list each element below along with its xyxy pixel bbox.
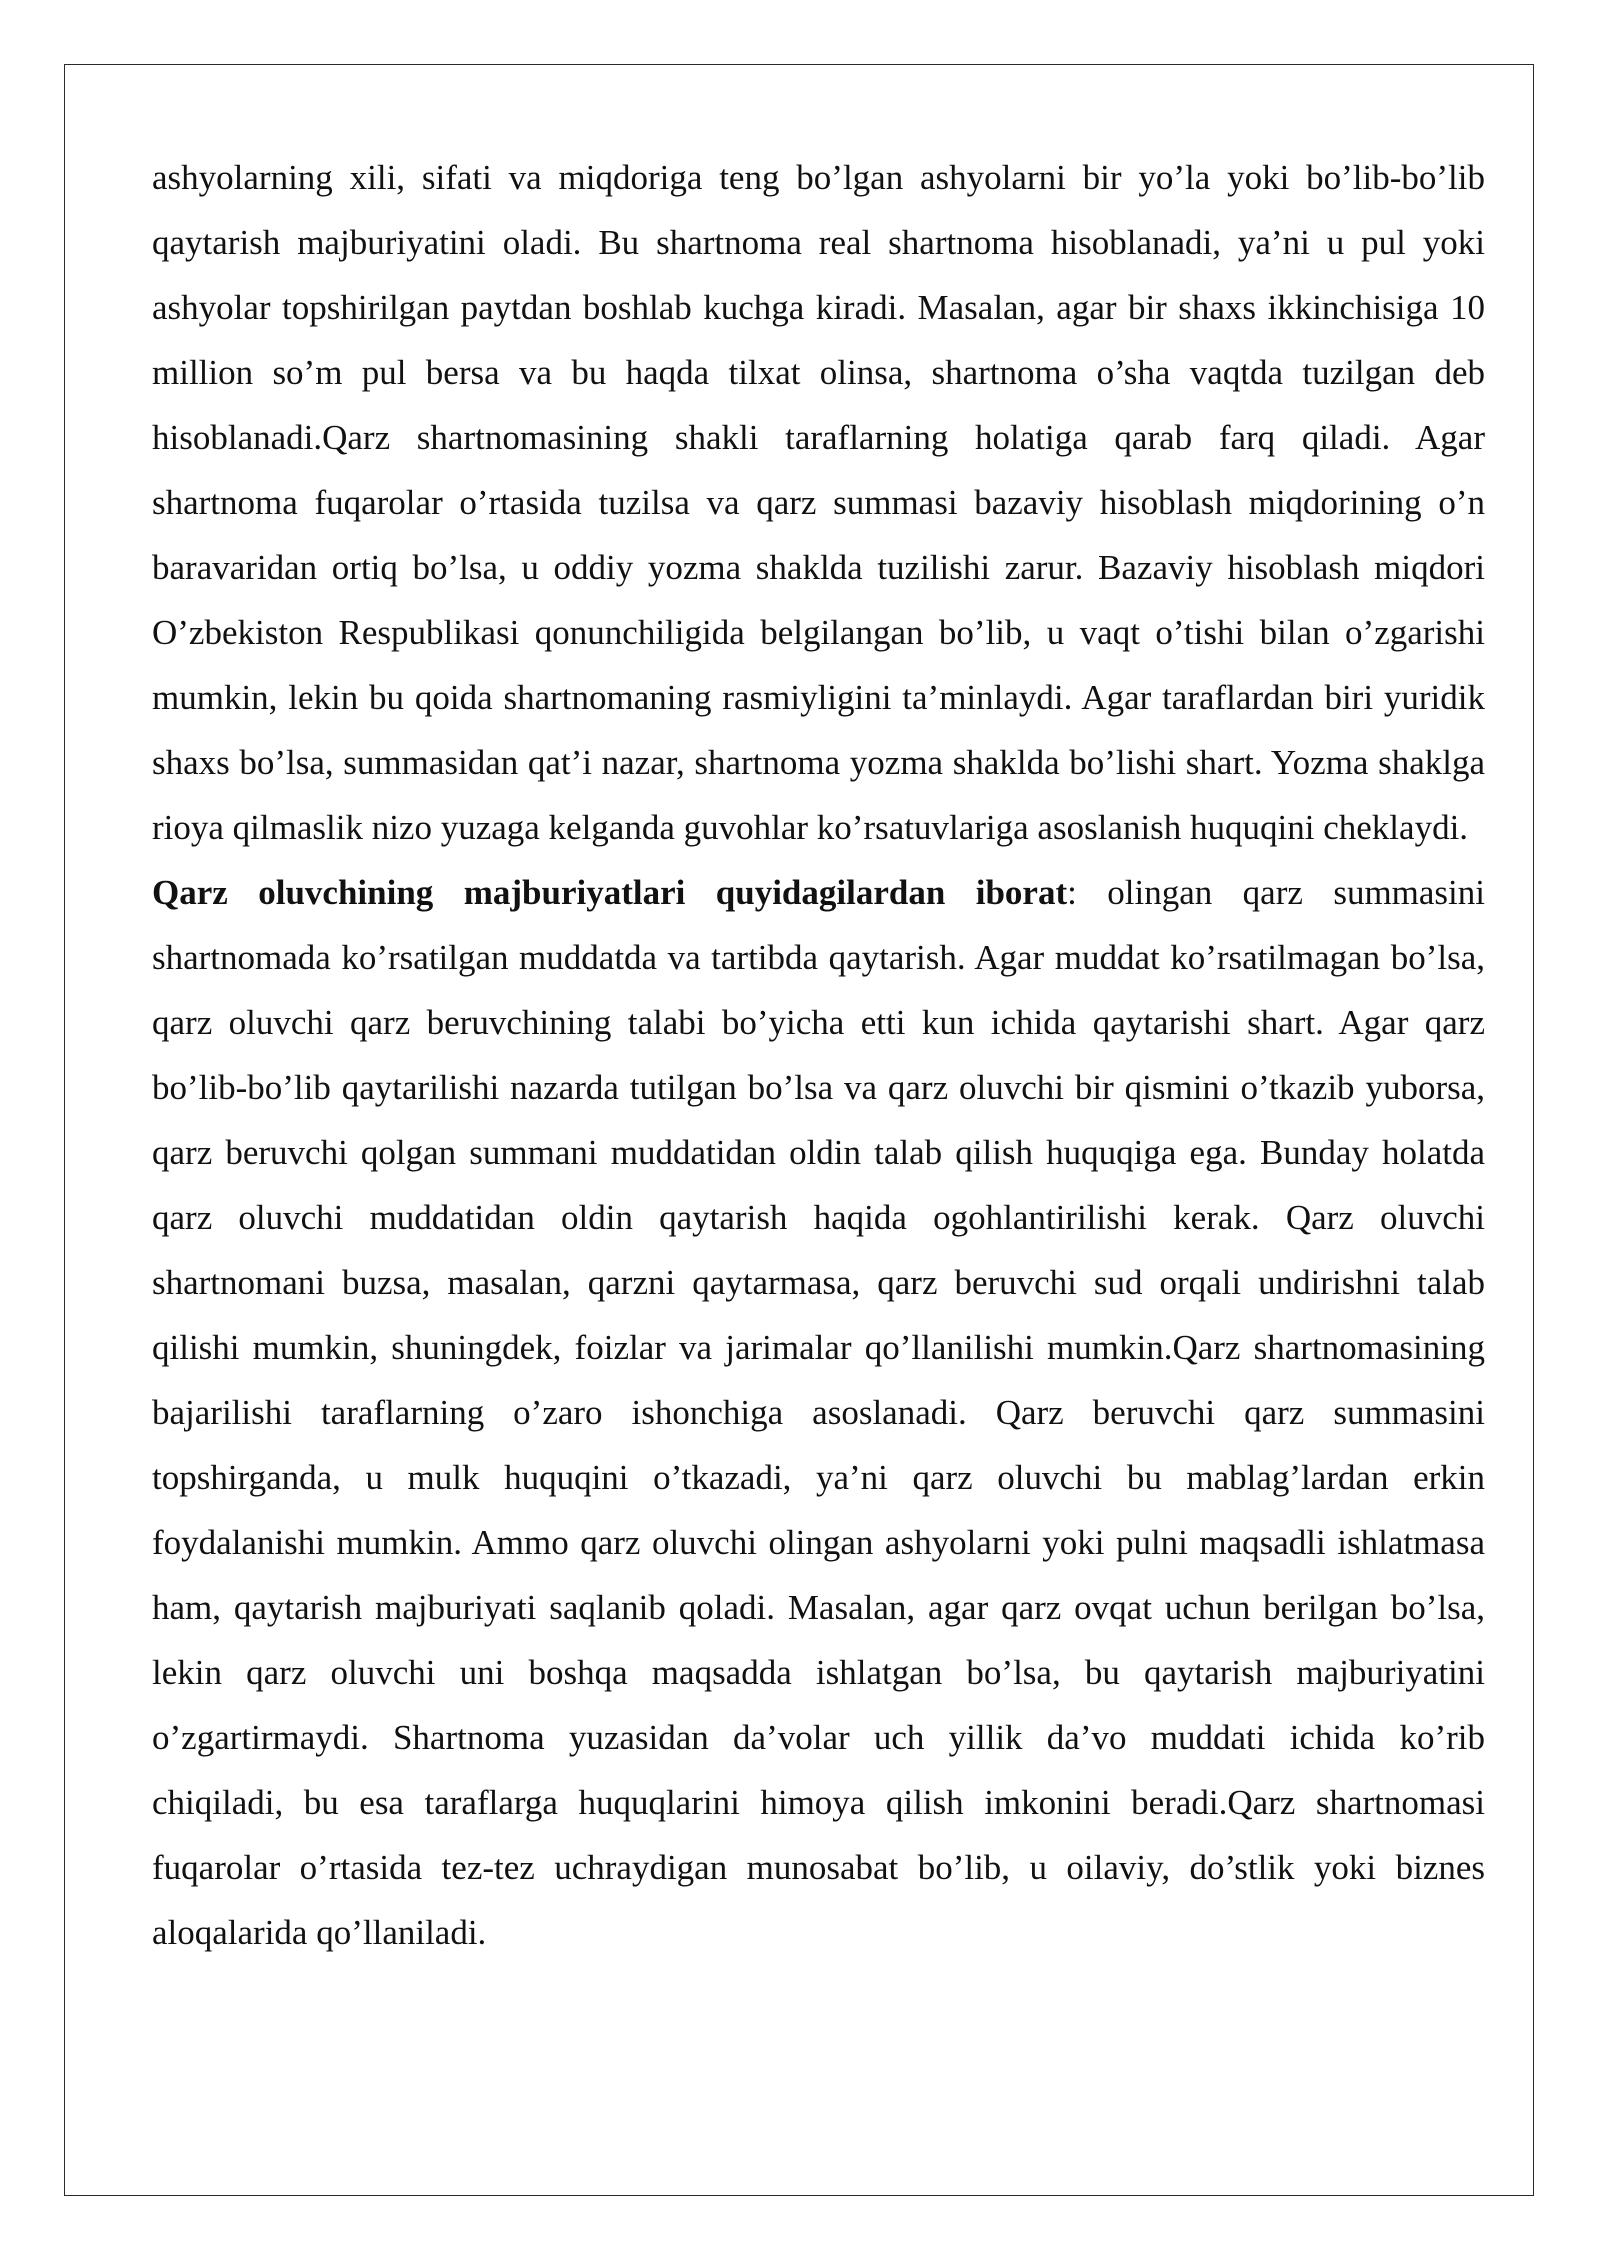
paragraph-borrower-obligations: [152, 860, 1485, 1965]
paragraph-2-text: : olingan qarz summasini shartnomada ko’rsatilgan muddatda va tartibda qaytarish. Agar muddat ko’rsatilmagan bo’lsa, qarz oluvchi qarz beruvchining talabi bo’yicha etti kun ichida qaytarishi shart. Agar qarz bo’lib-bo’lib qaytarilishi nazarda tutilgan bo’lsa va qarz oluvchi bir qismini o’tkazib yuborsa, qarz beruvchi qolgan summani muddatidan oldin talab qilish huquqiga ega. Bunday holatda qarz oluvchi muddatidan oldin qaytarish haqida ogohlantirilishi kerak. Qarz oluvchi shartnomani buzsa, masalan, qarzni qaytarmasa, qarz beruvchi sud orqali undirishni talab qilishi mumkin, shuningdek, foizlar va jarimalar qo’llanilishi mumkin.Qarz shartnomasining bajarilishi taraflarning o’zaro ishonchiga asoslanadi. Qarz beruvchi qarz summasini topshirganda, u mulk huquqini o’tkazadi, ya’ni qarz oluvchi bu mablag’lardan erkin foydalanishi mumkin. Ammo qarz oluvchi olingan ashyolarni yoki pulni maqsadli ishlatmasa ham, qaytarish majburiyati saqlanib qoladi. Masalan, agar qarz ovqat uchun berilgan bo’lsa, lekin qarz oluvchi uni boshqa maqsadda ishlatgan bo’lsa, bu qaytarish majburiyatini o’zgartirmaydi. Shartnoma yuzasidan da’volar uch yillik da’vo muddati ichida ko’rib chiqiladi, bu esa taraflarga huquqlarini himoya qilish imkonini beradi.Qarz shartnomasi fuqarolar o’rtasida tez-tez uchraydigan munosabat bo’lib, u oilaviy, do’stlik yoki biznes aloqalarida qo’llaniladi.: [152, 873, 1486, 1952]
paragraph-loan-contract-form: [152, 145, 1485, 860]
paragraph-1-text: ashyolarning xili, sifati va miqdoriga teng bo’lgan ashyolarni bir yo’la yoki bo’lib-bo’lib qaytarish majburiyatini oladi. Bu shartnoma real shartnoma hisoblanadi, ya’ni u pul yoki ashyolar topshirilgan paytdan boshlab kuchga kiradi. Masalan, agar bir shaxs ikkinchisiga 10 million so’m pul bersa va bu haqda tilxat olinsa, shartnoma o’sha vaqtda tuzilgan deb hisoblanadi.Qarz shartnomasining shakli taraflarning holatiga qarab farq qiladi. Agar shartnoma fuqarolar o’rtasida tuzilsa va qarz summasi bazaviy hisoblash miqdorining o’n baravaridan ortiq bo’lsa, u oddiy yozma shaklda tuzilishi zarur. Bazaviy hisoblash miqdori O’zbekiston Respublikasi qonunchiligida belgilangan bo’lib, u vaqt o’tishi bilan o’zgarishi mumkin, lekin bu qoida shartnomaning rasmiyligini ta’minlaydi. Agar taraflardan biri yuridik shaxs bo’lsa, summasidan qat’i nazar, shartnoma yozma shaklda bo’lishi shart. Yozma shaklga rioya qilmaslik nizo yuzaga kelganda guvohlar ko’rsatuvlariga asoslanish huquqini cheklaydi.: [152, 158, 1485, 847]
borrower-obligations-heading: Qarz oluvchining majburiyatlari quyidagilardan iborat: [152, 873, 1068, 912]
document-body: [152, 145, 1485, 1965]
